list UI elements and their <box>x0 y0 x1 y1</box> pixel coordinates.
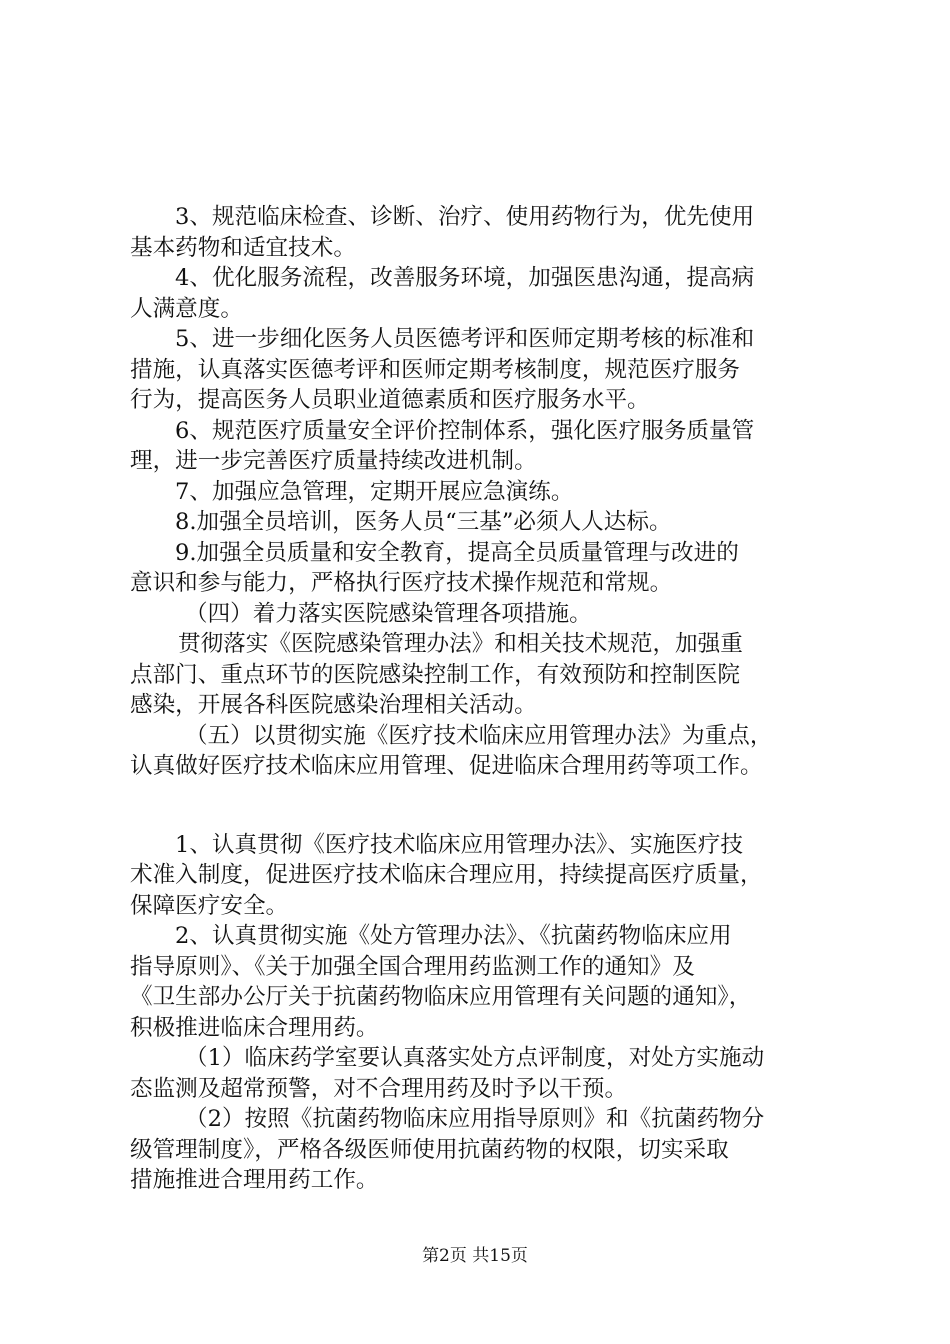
text-line: 1、认真贯彻《医疗技术临床应用管理办法》、实施医疗技 <box>175 831 743 858</box>
paragraph-5 <box>130 324 842 416</box>
text-line: （1）临床药学室要认真落实处方点评制度，对处方实施动 <box>185 1045 765 1071</box>
text-line: 态监测及超常预警，对不合理用药及时予以干预。 <box>130 1075 628 1102</box>
text-line: 认真做好医疗技术临床应用管理、促进临床合理用药等项工作。 <box>130 753 763 779</box>
page-number-footer: 第2页 共15页 <box>422 1246 528 1266</box>
paragraph-sub-1 <box>130 1043 842 1104</box>
paragraph-4 <box>130 263 842 324</box>
text-line: 《卫生部办公厅关于抗菌药物临床应用管理有关问题的通知》， <box>130 984 752 1010</box>
text-line: 积极推进临床合理用药。 <box>130 1014 379 1041</box>
document-body <box>130 202 842 1196</box>
paragraph-tech-1 <box>130 830 842 922</box>
text-line: 基本药物和适宜技术。 <box>130 234 356 261</box>
paragraph-spacer <box>130 782 842 830</box>
section-heading-4 <box>130 599 842 630</box>
text-line: 感染，开展各科医院感染治理相关活动。 <box>130 692 537 718</box>
text-line: 7、加强应急管理，定期开展应急演练。 <box>175 478 574 505</box>
paragraph-9 <box>130 538 842 599</box>
paragraph-3 <box>130 202 842 263</box>
paragraph-tech-2 <box>130 921 842 1043</box>
text-line: （2）按照《抗菌药物临床应用指导原则》和《抗菌药物分 <box>185 1106 765 1132</box>
paragraph-8 <box>130 507 842 538</box>
paragraph-7 <box>130 477 842 508</box>
text-line: 意识和参与能力，严格执行医疗技术操作规范和常规。 <box>130 570 673 596</box>
text-line: 行为，提高医务人员职业道德素质和医疗服务水平。 <box>130 387 650 413</box>
paragraph-6 <box>130 416 842 477</box>
text-line: 人满意度。 <box>130 295 243 322</box>
text-line: 措施，认真落实医德考评和医师定期考核制度，规范医疗服务 <box>130 356 741 383</box>
paragraph-infection <box>130 629 842 721</box>
paragraph-sub-2 <box>130 1104 842 1196</box>
text-line: 贯彻落实《医院感染管理办法》和相关技术规范，加强重 <box>178 631 743 657</box>
text-line: 6、规范医疗质量安全评价控制体系，强化医疗服务质量管 <box>175 417 755 444</box>
text-line: 5、进一步细化医务人员医德考评和医师定期考核的标准和 <box>175 326 755 352</box>
section-heading: （五）以贯彻实施《医疗技术临床应用管理办法》为重点， <box>185 722 773 749</box>
text-line: 保障医疗安全。 <box>130 892 289 919</box>
section-heading: （四）着力落实医院感染管理各项措施。 <box>185 600 592 627</box>
text-line: 8.加强全员培训，医务人员“三基”必须人人达标。 <box>175 509 672 535</box>
text-line: 术准入制度，促进医疗技术临床合理应用，持续提高医疗质量， <box>130 862 763 888</box>
text-line: 措施推进合理用药工作。 <box>130 1167 379 1193</box>
text-line: 理，进一步完善医疗质量持续改进机制。 <box>130 448 537 474</box>
text-line: 9.加强全员质量和安全教育，提高全员质量管理与改进的 <box>175 539 739 566</box>
text-line: 点部门、重点环节的医院感染控制工作，有效预防和控制医院 <box>130 661 741 688</box>
section-heading-5 <box>130 721 842 782</box>
text-line: 3、规范临床检查、诊断、治疗、使用药物行为，优先使用 <box>175 204 755 230</box>
text-line: 级管理制度》，严格各级医师使用抗菌药物的权限，切实采取 <box>130 1136 729 1163</box>
text-line: 4、优化服务流程，改善服务环境，加强医患沟通，提高病 <box>175 265 755 291</box>
text-line: 指导原则》、《关于加强全国合理用药监测工作的通知》及 <box>130 953 695 980</box>
text-line: 2、认真贯彻实施《处方管理办法》、《抗菌药物临床应用 <box>175 923 732 949</box>
